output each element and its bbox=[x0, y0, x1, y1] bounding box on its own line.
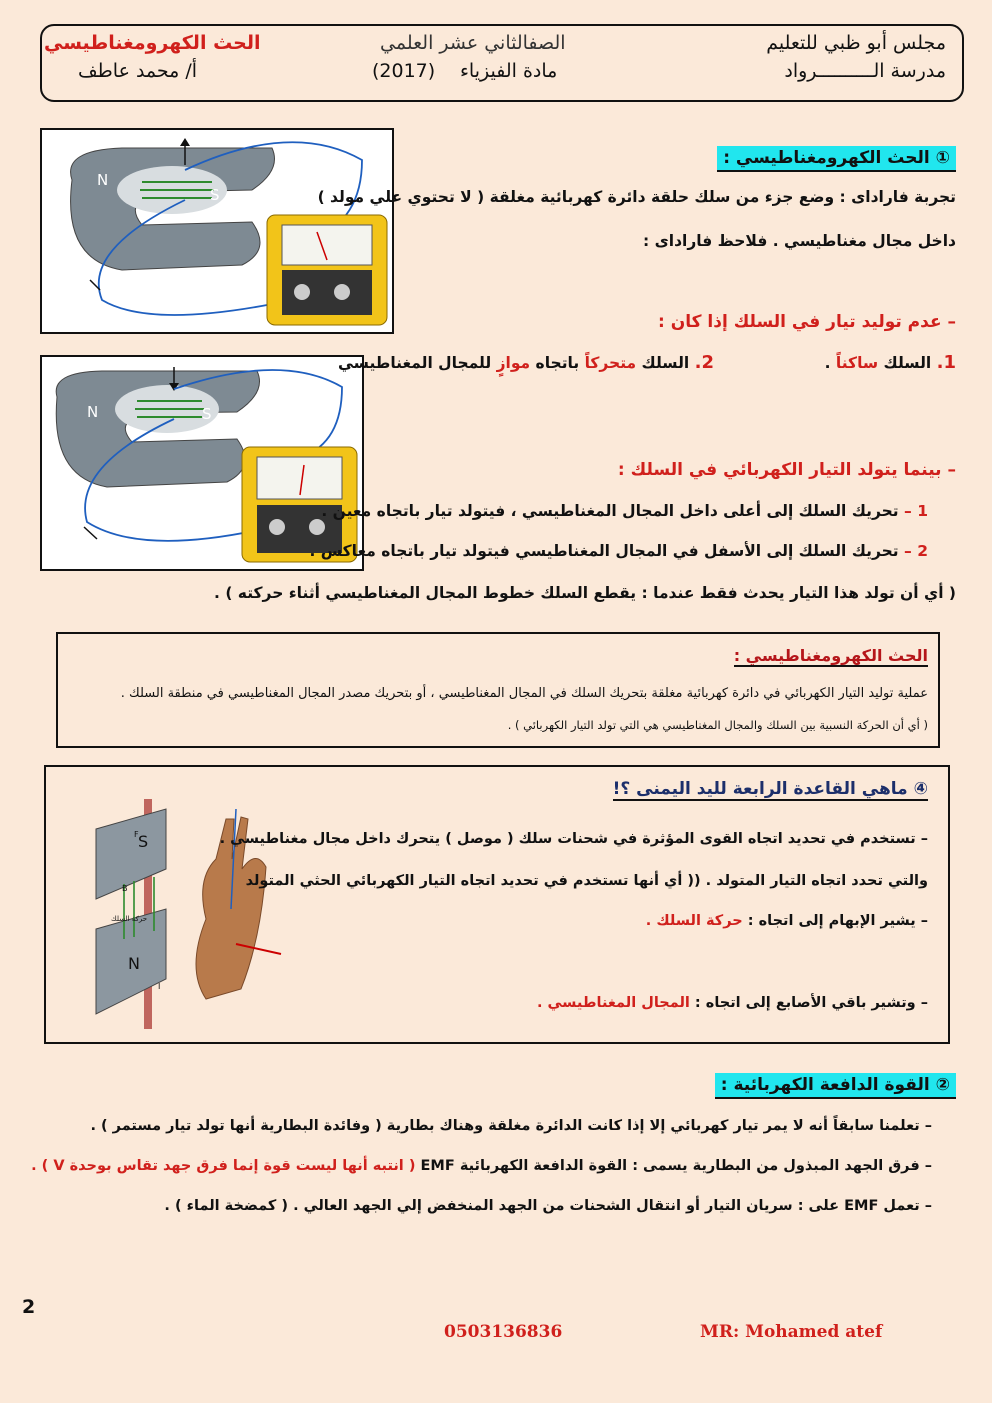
case-1-end: . bbox=[824, 354, 831, 372]
pole-s-label: S bbox=[138, 832, 149, 851]
faraday-line-1: تجربة فارادای : وضع جزء من سلك حلقة دائرة كهربائية مغلقة ( لا تحتوي علي مولد ) bbox=[317, 188, 956, 206]
emf-line-2-red: ( انتبه أنها ليست قوة إنما فرق جهد تقاس بوحدة V ) . bbox=[31, 1158, 416, 1174]
field-label: B bbox=[122, 884, 128, 893]
galvanometer bbox=[267, 215, 387, 325]
case-1-text: السلك bbox=[883, 354, 932, 372]
pole-s-label: S bbox=[202, 405, 212, 423]
rule-line-2: والتي تحدد اتجاه التيار المتولد . (( أي أنها تستخدم في تحديد اتجاه التيار الكهربائي الحثي المتولد bbox=[245, 873, 928, 889]
emf-line-2-text: – فرق الجهد المبذول من البطارية يسمى : القوة الدافعة الكهربائية EMF bbox=[420, 1158, 932, 1174]
section4-number: ④ bbox=[913, 779, 928, 799]
force-label: F bbox=[134, 830, 139, 839]
figure-faraday-down bbox=[40, 355, 364, 571]
header-council: مجلس أبو ظبي للتعليم bbox=[766, 32, 946, 54]
definition-box bbox=[56, 632, 940, 748]
footer-author: MR: Mohamed atef bbox=[700, 1322, 883, 1342]
header-topic: الحث الكهرومغناطيسي bbox=[44, 32, 261, 54]
pole-s-label: S bbox=[210, 186, 220, 204]
rule-line-4 bbox=[537, 995, 928, 1011]
case-1-red: ساكناً bbox=[835, 354, 879, 372]
section1-number: ① bbox=[935, 148, 950, 168]
page-number: 2 bbox=[22, 1296, 36, 1318]
emf-line-3: – تعمل EMF على : سريان التيار أو انتقال الشحنات من الجهد المنخفض إلي الجهد العالي . ( كمضخة الماء ) . bbox=[164, 1198, 932, 1214]
emf-line-1: – تعلمنا سابقاً أنه لا يمر تيار كهربائي إلا إذا كانت الدائرة مغلقة وهناك بطارية ( وفائدة البطارية أنها تولد تيار مستمر ) . bbox=[90, 1118, 932, 1134]
case-2-text: السلك bbox=[641, 354, 690, 372]
rule-line-3-red: حركة السلك . bbox=[645, 913, 743, 929]
footer-phone: 0503136836 bbox=[444, 1322, 563, 1342]
section4-heading bbox=[613, 779, 928, 799]
item-1-text: تحريك السلك إلى أعلى داخل المجال المغناطيسي ، فيتولد تيار باتجاه معين . bbox=[321, 502, 899, 520]
right-hand-rule-diagram bbox=[66, 789, 286, 1039]
case-2-red-1: متحركاً bbox=[584, 354, 637, 372]
rule-line-4-red: المجال المغناطيسي . bbox=[536, 995, 690, 1011]
section4-title: ماهي القاعدة الرابعة لليد اليمنى ؟! bbox=[612, 779, 908, 799]
case-1 bbox=[825, 352, 956, 373]
current-item-1 bbox=[321, 502, 928, 520]
header-grade: الصفالثاني عشر العلمي bbox=[380, 32, 566, 54]
pole-n-label: N bbox=[97, 171, 109, 189]
right-hand-rule-box bbox=[44, 765, 950, 1044]
item-1-number: 1 – bbox=[904, 502, 928, 520]
header-subject: مادة الفيزياء bbox=[460, 60, 558, 82]
current-summary: ( أي أن تولد هذا التيار يحدث فقط عندما : يقطع السلك خطوط المجال المغناطيسي أثناء حركته ) . bbox=[214, 584, 956, 602]
case-2-mid: باتجاه bbox=[535, 354, 580, 372]
section2-title: القوة الدافعة الكهربائية : bbox=[720, 1075, 930, 1095]
header-teacher: أ/ محمد عاطف bbox=[78, 60, 198, 82]
definition-note: ( أي أن الحركة النسبية بين السلك والمجال المغناطيسي هي التي تولد التيار الكهربائي ) . bbox=[507, 718, 928, 732]
header-school: مدرسة الــــــــــرواد bbox=[784, 60, 946, 82]
section1-heading bbox=[717, 148, 956, 168]
case-2 bbox=[338, 352, 714, 373]
current-heading: – بينما يتولد التيار الكهربائي في السلك : bbox=[617, 460, 956, 480]
rule-line-3 bbox=[646, 913, 928, 929]
case-2-end: للمجال المغناطيسي bbox=[337, 354, 492, 372]
current-label: I bbox=[158, 982, 161, 991]
section2-number: ② bbox=[935, 1075, 950, 1095]
faraday-experiment-diagram bbox=[42, 130, 392, 332]
definition-title: الحث الكهرومغناطيسي : bbox=[733, 646, 928, 665]
faraday-line-2: داخل مجال مغناطيسي . فلاحظ فارادای : bbox=[642, 232, 956, 250]
rule-line-3-text: – يشير الإبهام إلى اتجاه : bbox=[747, 913, 928, 929]
item-2-number: 2 – bbox=[904, 542, 928, 560]
rule-line-4-text: – وتشير باقي الأصابع إلى اتجاه : bbox=[694, 995, 928, 1011]
item-2-text: تحريك السلك إلى الأسفل في المجال المغناطيسي فيتولد تيار باتجاه معاكس . bbox=[309, 542, 899, 560]
case-2-red-2: موازٍ bbox=[496, 354, 531, 372]
emf-line-2 bbox=[31, 1158, 932, 1174]
faraday-experiment-diagram bbox=[42, 357, 362, 569]
current-item-2 bbox=[309, 542, 928, 560]
case-1-number: 1. bbox=[936, 352, 956, 373]
section2-heading bbox=[715, 1075, 956, 1095]
pole-n-label: N bbox=[128, 954, 140, 973]
pole-n-label: N bbox=[87, 403, 99, 421]
definition-text: عملية توليد التيار الكهربائي في دائرة كهربائية مغلقة بتحريك السلك في المجال المغناطيسي ، أو بتحريك مصدر المجال المغناطيسي في منطقة السلك . bbox=[120, 686, 928, 701]
case-2-number: 2. bbox=[694, 352, 714, 373]
figure-faraday-up bbox=[40, 128, 394, 334]
no-current-heading: – عدم توليد تيار في السلك إذا كان : bbox=[658, 312, 956, 332]
rule-line-1: – تستخدم في تحديد اتجاه القوى المؤثرة في شحنات سلك ( موصل ) يتحرك داخل مجال مغناطيسي . bbox=[219, 831, 928, 847]
motion-label: حركة السلك bbox=[111, 915, 148, 923]
section1-title: الحث الكهرومغناطيسي : bbox=[723, 148, 930, 168]
header-year: (2017) bbox=[372, 60, 436, 82]
